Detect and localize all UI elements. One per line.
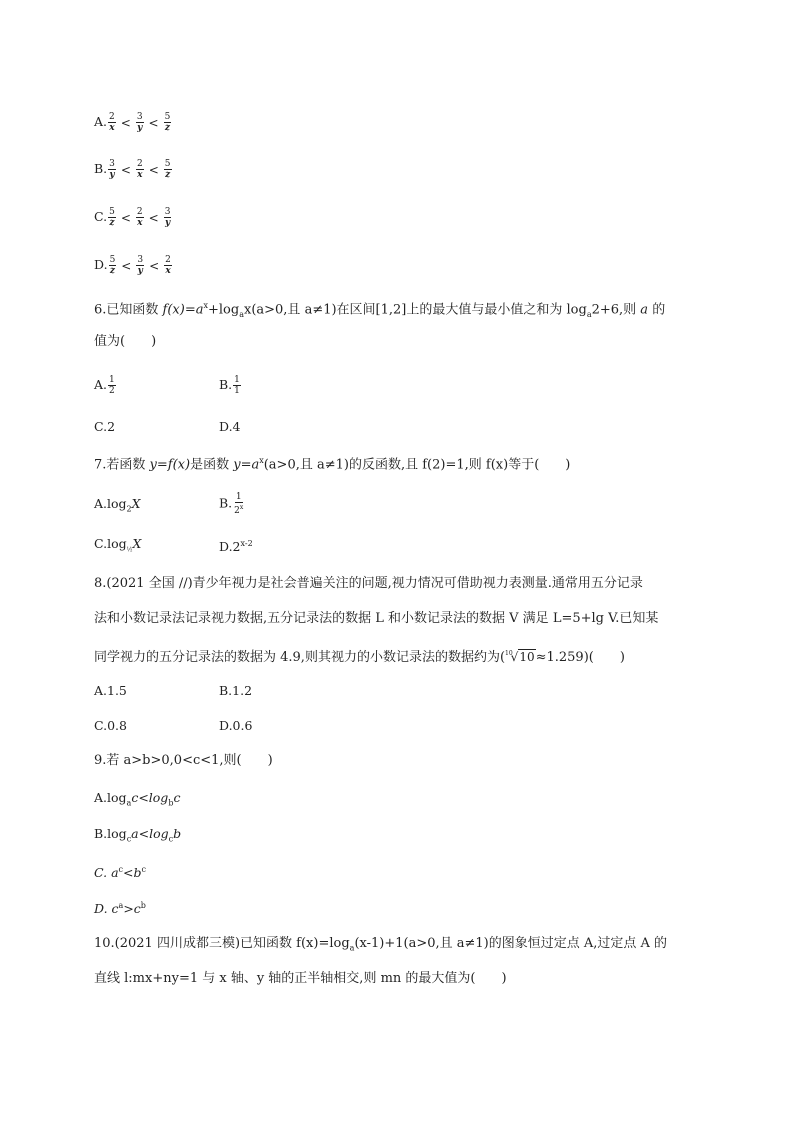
fraction: $\frac{5}{z}$: [109, 255, 116, 276]
q7-option-c[interactable]: $C.\log_{\frac{1}{2}}X$: [94, 536, 142, 554]
less-than: <: [148, 210, 159, 225]
q7-option-d[interactable]: D.2$^{x-2}$: [219, 539, 253, 555]
q6-option-a[interactable]: A. $\frac{1}{2}$: [94, 375, 115, 396]
q9-option-d[interactable]: D. $c^a>c^b$: [94, 901, 146, 917]
option-label: C.: [94, 209, 108, 224]
q9-stem: 9.若 a>b>0,0<c<1,则( ): [94, 753, 273, 768]
q6-option-b[interactable]: B. $\frac{1}{1}$: [219, 375, 240, 396]
q5-option-d[interactable]: [94, 255, 173, 276]
fraction: $\frac{3}{y}$: [137, 255, 144, 276]
fraction: $\frac{3}{y}$: [136, 112, 143, 133]
fraction: $\frac{2}{x}$: [136, 207, 143, 228]
option-label: D.: [94, 257, 108, 272]
q6-stem-line2: 值为( ): [94, 334, 157, 349]
q7-option-a[interactable]: $A.\log_2X$: [94, 496, 141, 514]
less-than: <: [121, 258, 132, 273]
fraction: $\frac{3}{y}$: [164, 207, 171, 228]
q10-stem-line1: 10.(2021 四川成都三模)已知函数 $f(x)=\log_a(x-1)+1(a>0$,且 a≠1)的图象恒过定点 A,过定点 A 的: [94, 936, 668, 953]
q5-option-b[interactable]: [94, 159, 173, 180]
q5-option-a[interactable]: [94, 112, 172, 133]
q8-option-d[interactable]: D.0.6: [219, 718, 253, 733]
q5-option-c[interactable]: [94, 207, 172, 228]
q8-option-c[interactable]: C.0.8: [94, 718, 127, 733]
q8-stem-line1: 8.(2021 全国 //)青少年视力是社会普遍关注的问题,视力情况可借助视力表测量.通常用五分记录: [94, 576, 643, 591]
option-label: A.: [94, 114, 108, 129]
q6-option-c[interactable]: C.2: [94, 419, 116, 434]
less-than: <: [120, 162, 131, 177]
nth-root: $^{10}$√10: [505, 650, 535, 664]
less-than: <: [120, 115, 131, 130]
fraction: $\frac{3}{y}$: [109, 159, 115, 180]
q7-stem: 7.若函数 y=f(x)是函数 $y=a^x(a>0$,且 a≠1)的反函数,且 f(2)=1,则 f(x)等于( ): [94, 456, 571, 473]
fraction: $\frac{5}{z}$: [164, 112, 171, 133]
q6-option-d[interactable]: D.4: [219, 419, 241, 434]
q8-option-a[interactable]: A.1.5: [94, 683, 127, 698]
fraction: $\frac{2}{x}$: [165, 255, 171, 276]
fraction: $\frac{2}{x}$: [109, 112, 115, 133]
q9-option-b[interactable]: $B.\log_ca<\log_cb$: [94, 826, 182, 844]
less-than: <: [148, 115, 159, 130]
fraction: $\frac{1}{2}$: [109, 375, 115, 396]
fraction: $\frac{2}{x}$: [136, 159, 143, 180]
q6-stem-line1: 6.已知函数 $f(x)=a^x+\log_ax(a>0$,且 a≠1)在区间[1,2]上的最大值与最小值之和为 $\log_a2+6$,则 a 的: [94, 301, 666, 319]
q8-stem-line3: 同学视力的五分记录法的数据为 4.9,则其视力的小数记录法的数据约为($^{10}$√10≈1.259)( ): [94, 650, 625, 665]
fraction: $\frac{1}{1}$: [234, 375, 240, 396]
less-than: <: [120, 210, 131, 225]
q8-option-b[interactable]: B.1.2: [219, 683, 253, 698]
fraction: $\frac{5}{z}$: [164, 159, 171, 180]
fraction: $\frac{5}{z}$: [109, 207, 115, 228]
q9-option-c[interactable]: C. $a^c<b^c$: [94, 865, 146, 881]
q9-option-a[interactable]: $A.\log_ac<\log_bc$: [94, 790, 181, 808]
q7-option-b[interactable]: B. $\frac{1}{2^x}$: [219, 492, 244, 516]
less-than: <: [148, 162, 159, 177]
fraction: $\frac{1}{2^x}$: [234, 492, 244, 516]
q10-stem-line2: 直线 l:mx+ny=1 与 x 轴、y 轴的正半轴相交,则 mn 的最大值为( ): [94, 971, 507, 986]
q8-stem-line2: 法和小数记录法记录视力数据,五分记录法的数据 L 和小数记录法的数据 V 满足 L=5+lg V.已知某: [94, 611, 659, 626]
option-label: B.: [94, 161, 108, 176]
less-than: <: [149, 258, 160, 273]
